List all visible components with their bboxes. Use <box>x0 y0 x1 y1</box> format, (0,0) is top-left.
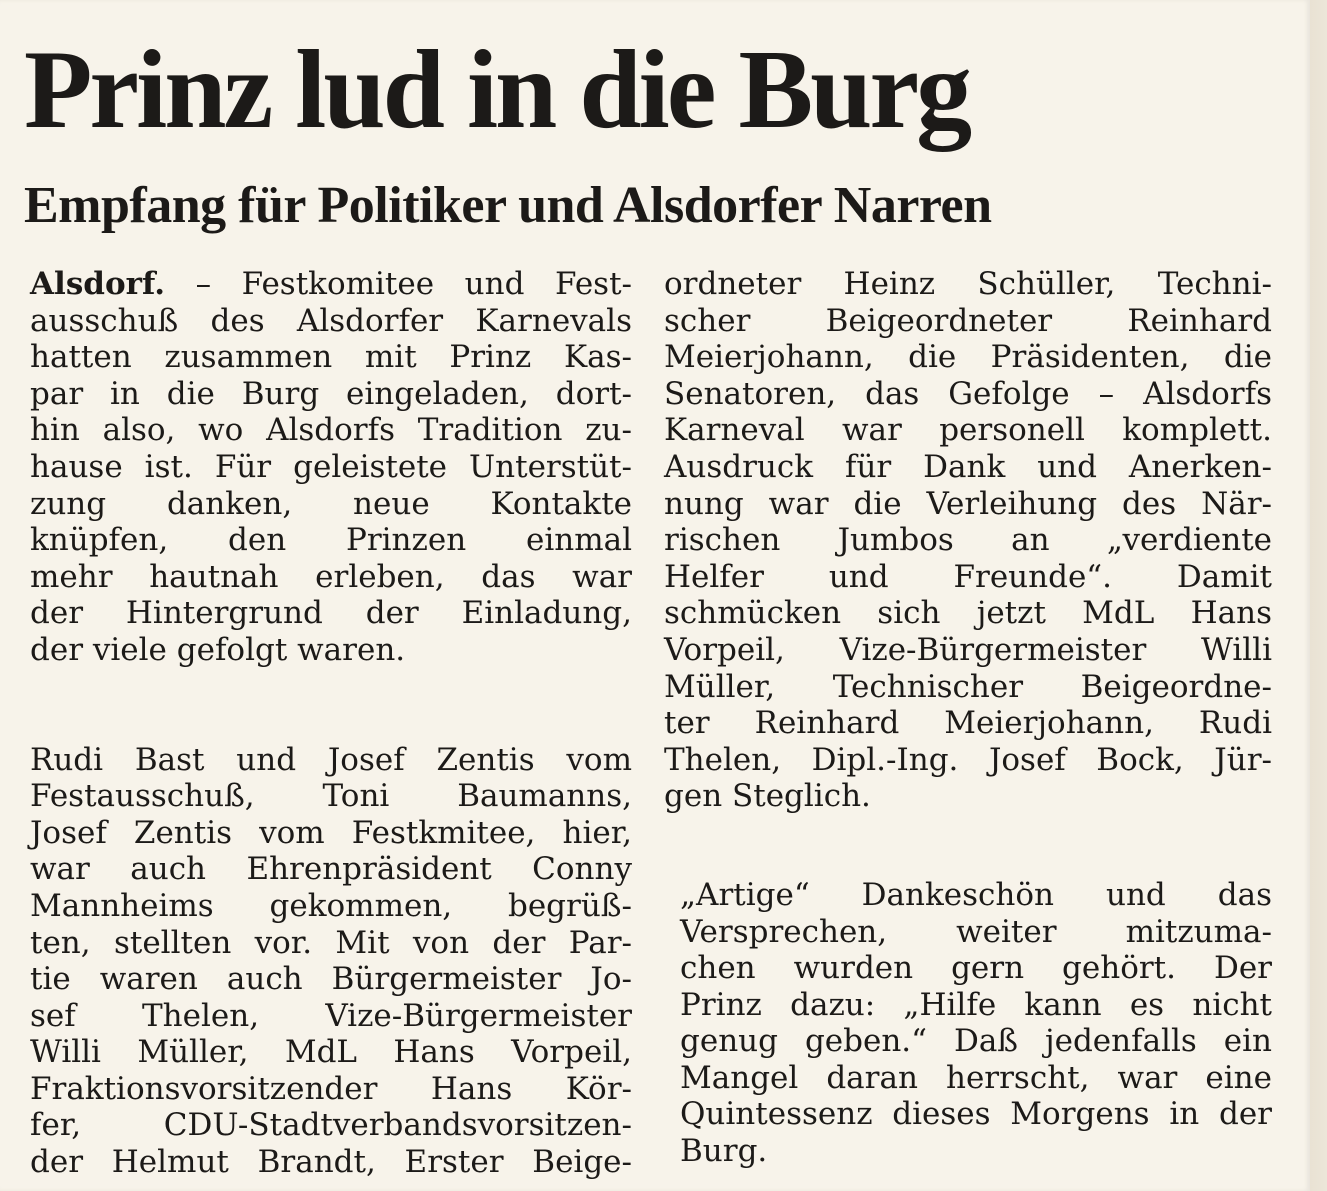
article-line: hatten zusammen mit Prinz Kas- <box>30 339 632 376</box>
article-line: Mangel daran herrscht, war eine <box>680 1059 1272 1096</box>
article-line: Helfer und Freunde“. Damit <box>664 558 1272 595</box>
article-line: par in die Burg eingeladen, dort- <box>30 375 632 412</box>
article-line: ausschuß des Alsdorfer Karnevals <box>30 302 632 339</box>
article-line: gen Steglich. <box>664 778 871 815</box>
article-line: fer, CDU-Stadtverbandsvorsitzen- <box>30 1107 632 1144</box>
article-line: Meierjohann, die Präsidenten, die <box>664 339 1272 376</box>
article-line: Ausdruck für Dank und Anerken- <box>664 448 1272 485</box>
headline: Prinz lud in die Burg <box>24 28 970 152</box>
article-line: Rudi Bast und Josef Zentis vom <box>30 741 632 778</box>
article-line: Fraktionsvorsitzender Hans Kör- <box>30 1070 632 1107</box>
article-line: ter Reinhard Meierjohann, Rudi <box>664 705 1272 742</box>
article-line: ten, stellten vor. Mit von der Par- <box>30 924 632 961</box>
article-line: hin also, wo Alsdorfs Tradition zu- <box>30 412 632 449</box>
article-line: mehr hautnah erleben, das war <box>30 558 632 595</box>
article-line: Müller, Technischer Beigeordne- <box>664 668 1272 705</box>
article-line: Prinz dazu: „Hilfe kann es nicht <box>680 986 1272 1023</box>
article-line: Alsdorf. – Festkomitee und Fest- <box>30 266 632 302</box>
article-line: knüpfen, den Prinzen einmal <box>30 522 632 559</box>
article-line: chen wurden gern gehört. Der <box>680 950 1272 987</box>
article-paragraph-3 <box>664 266 1272 815</box>
article-line: der Hintergrund der Einladung, <box>30 595 632 632</box>
article-line: hause ist. Für geleistete Unterstüt- <box>30 448 632 485</box>
dateline: Alsdorf. <box>30 266 165 302</box>
article-paragraph-1 <box>30 266 632 669</box>
article-line: ordneter Heinz Schüller, Techni- <box>664 266 1272 302</box>
article-column-left <box>30 266 632 1181</box>
article-line: Vorpeil, Vize-Bürgermeister Willi <box>664 631 1272 668</box>
article-column-right <box>664 266 1272 1170</box>
article-line: Burg. <box>680 1133 768 1170</box>
article-line: Willi Müller, MdL Hans Vorpeil, <box>30 1034 632 1071</box>
article-line: schmücken sich jetzt MdL Hans <box>664 595 1272 632</box>
article-line: Josef Zentis vom Festkmitee, hier, <box>30 814 632 851</box>
article-line: war auch Ehrenpräsident Conny <box>30 851 632 888</box>
article-line: der Helmut Brandt, Erster Beige- <box>30 1144 632 1181</box>
article-paragraph-4 <box>664 877 1272 1170</box>
article-line: sef Thelen, Vize-Bürgermeister <box>30 997 632 1034</box>
article-line: zung danken, neue Kontakte <box>30 485 632 522</box>
page-edge <box>1310 0 1327 1191</box>
article-line: nung war die Verleihung des När- <box>664 485 1272 522</box>
article-line: Thelen, Dipl.-Ing. Josef Bock, Jür- <box>664 741 1272 778</box>
article-line: Festausschuß, Toni Baumanns, <box>30 778 632 815</box>
article-line: genug geben.“ Daß jedenfalls ein <box>680 1023 1272 1060</box>
article-line: „Artige“ Dankeschön und das <box>680 876 1272 913</box>
article-line: Versprechen, weiter mitzuma- <box>680 913 1272 950</box>
article-line: scher Beigeordneter Reinhard <box>664 302 1272 339</box>
article-line: Senatoren, das Gefolge – Alsdorfs <box>664 375 1272 412</box>
article-line: rischen Jumbos an „verdiente <box>664 522 1272 559</box>
article-line: Mannheims gekommen, begrüß- <box>30 887 632 924</box>
article-line: Karneval war personell komplett. <box>664 412 1272 449</box>
article-line: tie waren auch Bürgermeister Jo- <box>30 961 632 998</box>
article-line: der viele gefolgt waren. <box>30 631 406 668</box>
subheadline: Empfang für Politiker und Alsdorfer Narren <box>24 177 992 234</box>
article-paragraph-2 <box>30 742 632 1181</box>
article-line: Quintessenz dieses Morgens in der <box>680 1096 1272 1133</box>
